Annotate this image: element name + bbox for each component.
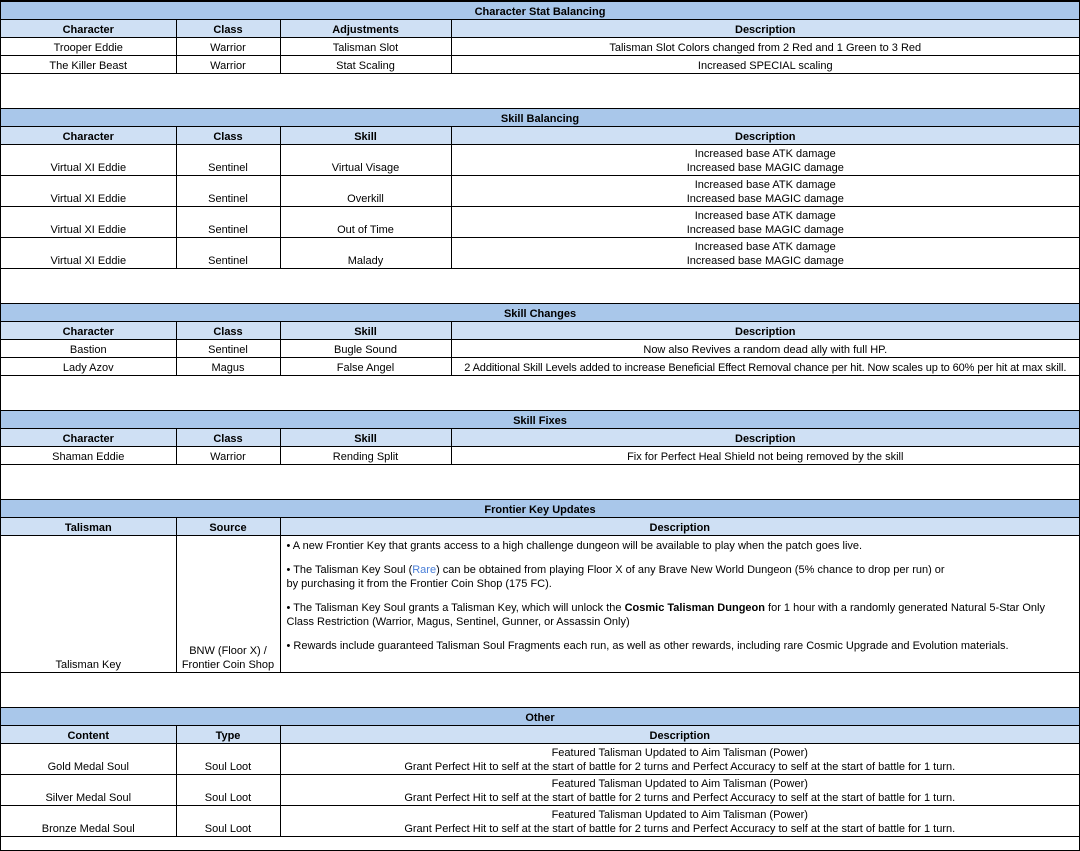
column-header-character: Character [1,322,176,340]
cell-character[interactable]: Bastion [1,340,176,358]
section-title-skill-fixes: Skill Fixes [1,411,1079,429]
description-paragraph [287,563,1074,591]
table-row [1,238,1079,269]
column-header-class: Class [176,20,280,38]
cell-character[interactable]: Virtual XI Eddie [1,238,176,269]
cell-class[interactable]: Warrior [176,56,280,74]
cell-description[interactable]: Now also Revives a random dead ally with full HP. [451,340,1079,358]
description-line: Increased base MAGIC damage [686,193,844,205]
column-header-type: Type [176,726,280,744]
cell-adjustment[interactable]: Talisman Slot [280,38,451,56]
cell-type[interactable]: Soul Loot [176,744,280,775]
description-line: Increased base ATK damage [694,148,836,160]
cell-description[interactable] [451,145,1079,176]
cell-skill[interactable]: False Angel [280,358,451,376]
description-line: Featured Talisman Updated to Aim Talisman (Power) [551,809,808,821]
cell-adjustment[interactable]: Stat Scaling [280,56,451,74]
cell-description[interactable] [280,806,1079,837]
description-line: Grant Perfect Hit to self at the start of battle for 2 turns and Perfect Accuracy to self at the start of battle for 1 turn. [404,761,956,773]
column-header-adjustments: Adjustments [280,20,451,38]
table-row [1,38,1079,56]
description-line: Increased base MAGIC damage [686,224,844,236]
cell-content[interactable]: Silver Medal Soul [1,775,176,806]
table-row [1,447,1079,465]
section-spacer [1,673,1079,708]
column-header-description: Description [451,322,1079,340]
column-header-character: Character [1,20,176,38]
cell-skill[interactable]: Malady [280,238,451,269]
section-title-other: Other [1,708,1079,726]
table-row [1,536,1079,673]
cell-class[interactable]: Sentinel [176,238,280,269]
description-line: Increased base ATK damage [694,179,836,191]
description-line: Increased base MAGIC damage [686,162,844,174]
column-header-description: Description [451,20,1079,38]
cell-description[interactable] [451,176,1079,207]
description-text: • The Talisman Key Soul grants a Talisman Key, which will unlock the [286,602,625,614]
section-title-skill-balancing: Skill Balancing [1,109,1079,127]
column-header-skill: Skill [280,429,451,447]
cell-character[interactable]: Virtual XI Eddie [1,207,176,238]
cell-class[interactable]: Magus [176,358,280,376]
column-header-character: Character [1,429,176,447]
column-header-skill: Skill [280,127,451,145]
section-title-frontier-key-updates: Frontier Key Updates [1,500,1079,518]
table-row [1,358,1079,376]
cell-source[interactable] [176,536,280,673]
source-line: Frontier Coin Shop [181,659,275,671]
table-row [1,744,1079,775]
cell-content[interactable]: Gold Medal Soul [1,744,176,775]
section-spacer [1,376,1079,411]
dungeon-name: Cosmic Talisman Dungeon [624,602,765,614]
cell-character[interactable]: Trooper Eddie [1,38,176,56]
section-title-skill-changes: Skill Changes [1,304,1079,322]
column-header-description: Description [280,726,1079,744]
description-text: by purchasing it from the Frontier Coin Shop (175 FC). [286,578,552,590]
table-row [1,775,1079,806]
cell-character[interactable]: Lady Azov [1,358,176,376]
section-spacer [1,465,1079,500]
column-header-class: Class [176,322,280,340]
column-header-content: Content [1,726,176,744]
cell-description[interactable]: Talisman Slot Colors changed from 2 Red and 1 Green to 3 Red [451,38,1079,56]
cell-character[interactable]: Virtual XI Eddie [1,176,176,207]
description-text: • The Talisman Key Soul ( [286,564,413,576]
column-header-source: Source [176,518,280,536]
cell-description[interactable] [280,744,1079,775]
cell-description[interactable] [280,536,1079,673]
table-row [1,340,1079,358]
cell-content[interactable]: Bronze Medal Soul [1,806,176,837]
cell-skill[interactable]: Bugle Sound [280,340,451,358]
column-header-class: Class [176,127,280,145]
column-header-talisman: Talisman [1,518,176,536]
cell-skill[interactable]: Overkill [280,176,451,207]
description-line: Increased base ATK damage [694,210,836,222]
cell-type[interactable]: Soul Loot [176,775,280,806]
description-line: Increased base MAGIC damage [686,255,844,267]
section-spacer [1,74,1079,109]
cell-class[interactable]: Sentinel [176,145,280,176]
column-header-character: Character [1,127,176,145]
cell-class[interactable]: Warrior [176,38,280,56]
section-spacer [1,269,1079,304]
cell-description[interactable] [451,238,1079,269]
description-line: Grant Perfect Hit to self at the start of battle for 2 turns and Perfect Accuracy to self at the start of battle for 1 turn. [404,792,956,804]
column-header-description: Description [451,127,1079,145]
cell-type[interactable]: Soul Loot [176,806,280,837]
cell-description[interactable] [280,775,1079,806]
cell-description[interactable] [451,207,1079,238]
table-row [1,176,1079,207]
cell-skill[interactable]: Rending Split [280,447,451,465]
cell-skill[interactable]: Virtual Visage [280,145,451,176]
table-row [1,806,1079,837]
cell-class[interactable]: Sentinel [176,176,280,207]
column-header-skill: Skill [280,322,451,340]
description-text: ) can be obtained from playing Floor X of any Brave New World Dungeon (5% chance to drop per run) or [436,564,945,576]
rarity-label: Rare [412,564,437,576]
cell-class[interactable]: Warrior [176,447,280,465]
section-title-stat-balancing: Character Stat Balancing [1,2,1079,20]
description-paragraph [287,601,1074,629]
cell-description[interactable]: 2 Additional Skill Levels added to increase Beneficial Effect Removal chance per hit. Now scales up to 60% per hit at max skill. [451,358,1079,376]
description-line: Grant Perfect Hit to self at the start of battle for 2 turns and Perfect Accuracy to self at the start of battle for 1 turn. [404,823,956,835]
description-text: for 1 hour with a randomly generated Natural 5-Star Only Class Restriction (Warrior, Magus, Sentinel, Gunner, or Assassin Only) [286,602,1045,628]
cell-skill[interactable]: Out of Time [280,207,451,238]
column-header-description: Description [280,518,1079,536]
cell-class[interactable]: Sentinel [176,340,280,358]
description-line: Featured Talisman Updated to Aim Talisman (Power) [551,747,808,759]
description-paragraph: • Rewards include guaranteed Talisman Soul Fragments each run, as well as other rewards, including rare Cosmic Upgrade and Evolution materials. [286,640,1009,652]
cell-character[interactable]: The Killer Beast [1,56,176,74]
cell-character[interactable]: Virtual XI Eddie [1,145,176,176]
cell-talisman[interactable]: Talisman Key [1,536,176,673]
description-line: Increased base ATK damage [694,241,836,253]
cell-description[interactable]: Increased SPECIAL scaling [451,56,1079,74]
cell-character[interactable]: Shaman Eddie [1,447,176,465]
table-row [1,56,1079,74]
source-line: BNW (Floor X) / [189,645,267,657]
table-row [1,145,1079,176]
patch-notes-table [1,1,1079,837]
description-line: Featured Talisman Updated to Aim Talisman (Power) [551,778,808,790]
column-header-description: Description [451,429,1079,447]
table-row [1,207,1079,238]
description-paragraph: • A new Frontier Key that grants access to a high challenge dungeon will be available to play when the patch goes live. [286,540,863,552]
column-header-class: Class [176,429,280,447]
cell-class[interactable]: Sentinel [176,207,280,238]
cell-description[interactable]: Fix for Perfect Heal Shield not being removed by the skill [451,447,1079,465]
